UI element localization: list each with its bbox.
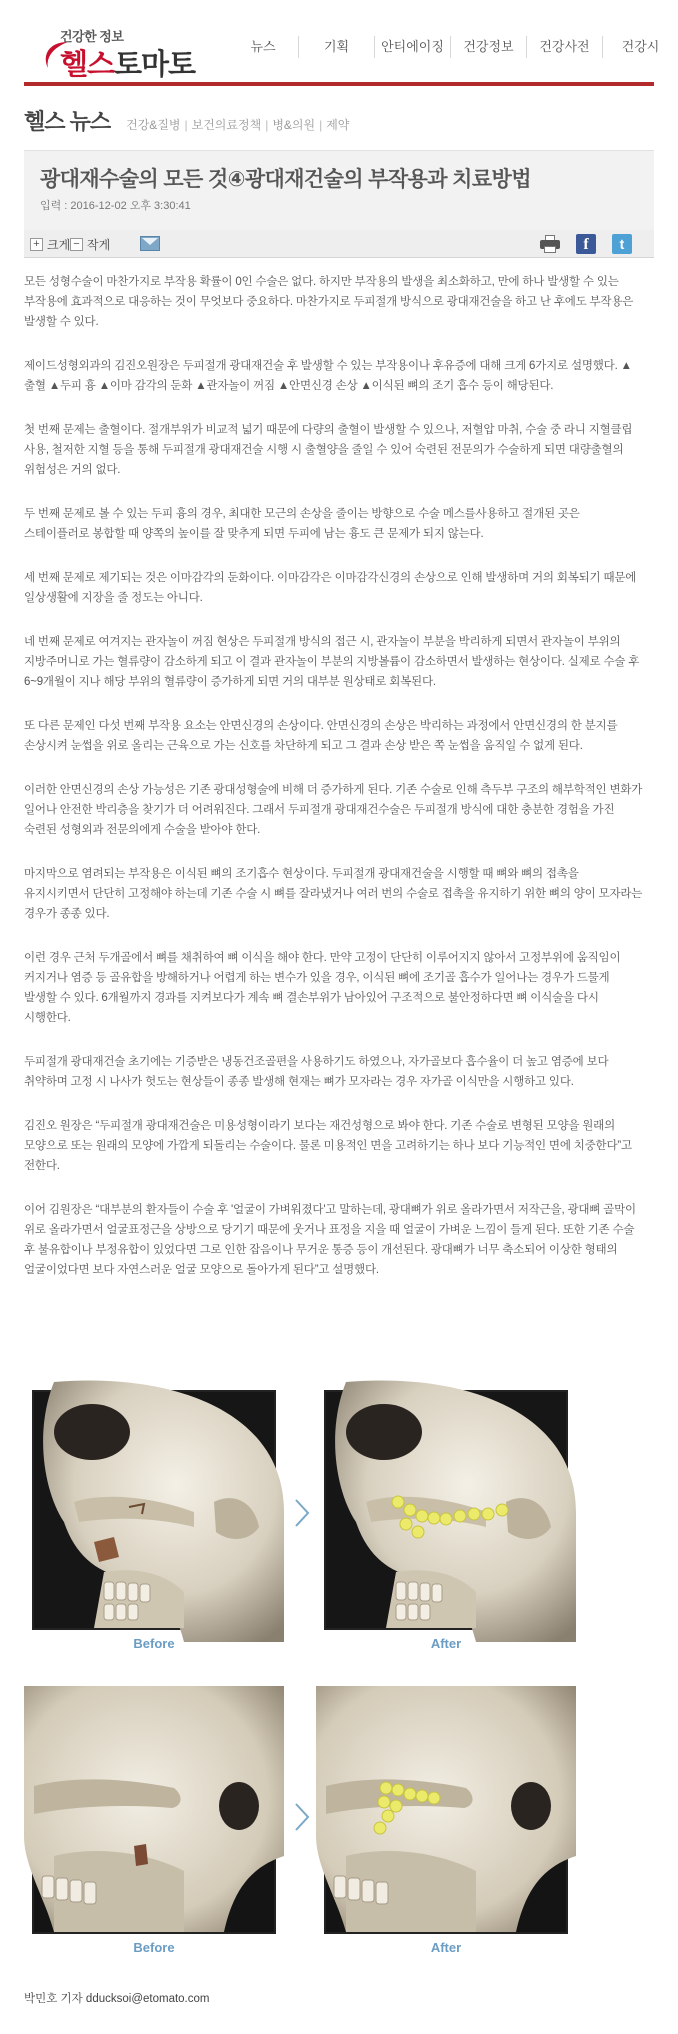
before-after-figure-1	[24, 1390, 584, 1660]
skull-ct-before-image	[32, 1390, 276, 1630]
article-paragraph: 제이드성형외과의 김진오원장은 두피절개 광대재건술 후 발생할 수 있는 부작용이나 후유증에 대해 크게 6가지로 설명했다. ▲출혈 ▲두피 흉 ▲이마 감각의 둔화 ▲관자놀이 꺼짐 ▲안면신경 손상 ▲이식된 뼈의 조기 흡수 등이 해당된다.	[24, 360, 632, 392]
article-paragraph: 세 번째 문제로 제기되는 것은 이마감각의 둔화이다. 이마감각은 이마감각신경의 손상으로 인해 발생하며 거의 회복되기 때문에 일상생활에 지장을 줄 정도는 아니다.	[24, 572, 637, 604]
category-hospitals[interactable]: 병&의원	[272, 118, 316, 132]
article-paragraph: 두피절개 광대재건술 초기에는 기증받은 냉동건조골편을 사용하기도 하였으나, 자가골보다 흡수율이 더 높고 염증에 보다 취약하며 고정 시 나사가 헛도는 현상들이 종종 발생해 현재는 뼈가 모자라는 경우 자가골 이식만을 시행하고 있다.	[24, 1056, 609, 1088]
print-icon[interactable]	[540, 235, 560, 253]
category-pharma[interactable]: 제약	[326, 118, 350, 132]
article-paragraph: 김진오 원장은 “두피절개 광대재건술은 미용성형이라기 보다는 재건성형으로 봐야 한다. 기존 수술로 변형된 모양을 원래의 모양으로 또는 원래의 모양에 가깝게 되돌리는 수술이다. 물론 미용적인 면을 고려하기는 하나 보다 기능적인 면에 치중한다”고 전한다.	[24, 1120, 632, 1172]
article-paragraph: 마지막으로 염려되는 부작용은 이식된 뼈의 조기흡수 현상이다. 두피절개 광대재건술을 시행할 때 뼈와 뼈의 접촉을 유지시키면서 단단히 고정해야 하는데 기존 수술 시 뼈를 잘라냈거나 여러 번의 수술로 접촉을 유지하기 위한 뼈의 양이 모자라는 경우가 종종 있다.	[24, 868, 643, 920]
skull-ct-lateral-after-image	[324, 1694, 568, 1934]
nav-item-feature[interactable]: 기획	[298, 36, 374, 58]
font-bigger-button[interactable]	[30, 236, 70, 253]
section-header	[24, 106, 349, 136]
category-health-disease[interactable]: 건강&질병	[126, 118, 181, 132]
chevron-right-icon	[292, 1498, 312, 1528]
category-separator: |	[319, 118, 323, 132]
font-smaller-button[interactable]	[70, 236, 110, 253]
plus-icon: +	[30, 238, 43, 251]
article-paragraph: 이어 김원장은 “대부분의 환자들이 수술 후 '얼굴이 가벼워졌다'고 말하는데, 광대뼈가 위로 올라가면서 저작근을, 광대뼈 골막이 위로 올라가면서 얼굴표정근을 상방으로 당기기 때문에 웃거나 표정을 지을 때 얼굴이 가벼운 느낌이 들게 된다. 또한 기존 수술 후 불유합이나 부정유합이 있었다면 그로 인한 잡음이나 무거운 통증 등이 개선된다. 광대뼈가 너무 축소되어 이상한 형태의 얼굴이었다면 보다 자연스러운 얼굴 모양으로 돌아가게 된다”고 설명했다.	[24, 1204, 636, 1276]
before-caption: Before	[133, 1940, 175, 1955]
before-caption: Before	[133, 1636, 175, 1651]
section-categories	[126, 116, 349, 136]
minus-icon: −	[70, 238, 83, 251]
facebook-icon[interactable]: f	[576, 234, 596, 254]
article-body	[24, 272, 644, 1304]
skull-ct-lateral-before-image	[32, 1694, 276, 1934]
article-paragraph: 네 번째 문제로 여겨지는 관자놀이 꺼짐 현상은 두피절개 방식의 접근 시, 관자놀이 부분을 박리하게 되면서 관자놀이 부위의 지방주머니로 가는 혈류량이 감소하게 되고 이 결과 관자놀이 부분의 지방볼륨이 감소하면서 발생하는 현상이다. 실제로 수술 후 6~9개월이 지나 해당 부위의 혈류량이 증가하게 되면 거의 대부분 원상태로 회복된다.	[24, 636, 640, 688]
article-paragraph: 이런 경우 근처 두개골에서 뼈를 채취하여 뼈 이식을 해야 한다. 만약 고정이 단단히 이루어지지 않아서 고정부위에 움직임이 커지거나 염증 등 골유합을 방해하거나 어렵게 하는 변수가 있을 경우, 이식된 뼈에 조기골 흡수가 일어나는 경우가 드물게 발생할 수 있다. 6개월까지 경과를 지켜보다가 계속 뼈 결손부위가 남아있어 구조적으로 불안정하다면 뼈 이식술을 다시 시행한다.	[24, 952, 621, 1024]
article-paragraph: 두 번째 문제로 볼 수 있는 두피 흉의 경우, 최대한 모근의 손상을 줄이는 방향으로 수술 메스를사용하고 절개된 곳은 스테이플러로 봉합할 때 양쪽의 높이를 잘 맞추게 되면 두피에 남는 흉도 큰 문제가 되지 않는다.	[24, 508, 580, 540]
article-date: 입력 : 2016-12-02 오후 3:30:41	[40, 200, 191, 212]
section-title: 헬스 뉴스	[24, 109, 111, 134]
article-byline: 박민호 기자 dducksoi@etomato.com	[24, 1993, 210, 2005]
site-logo[interactable]	[38, 22, 208, 81]
article-header	[24, 150, 654, 230]
article-title: 광대재수술의 모든 것④광대재건술의 부작용과 치료방법	[40, 168, 531, 191]
email-icon[interactable]	[140, 236, 160, 251]
before-after-figure-2	[24, 1694, 584, 1964]
site-header	[0, 0, 660, 88]
article-paragraph: 모든 성형수술이 마찬가지로 부작용 확률이 0인 수술은 없다. 하지만 부작용의 발생을 최소화하고, 만에 하나 발생할 수 있는 부작용에 효과적으로 대응하는 것이 무엇보다 중요하다. 마찬가지로 두피절개 방식으로 광대재건술을 하고 난 후에도 부작용은 발생할 수 있다.	[24, 276, 634, 328]
article-paragraph: 또 다른 문제인 다섯 번째 부작용 요소는 안면신경의 손상이다. 안면신경의 손상은 박리하는 과정에서 안면신경의 한 분지를 손상시켜 눈썹을 위로 올리는 근육으로 가는 신호를 차단하게 되고 그 결과 손상 받은 쪽 눈썹을 움직일 수 없게 된다.	[24, 720, 618, 752]
nav-item-health-dictionary[interactable]: 건강사전	[526, 36, 602, 58]
after-caption: After	[430, 1636, 462, 1651]
category-separator: |	[184, 118, 188, 132]
article-paragraph: 이러한 안면신경의 손상 가능성은 기존 광대성형술에 비해 더 증가하게 된다. 기존 수술로 인해 측두부 구조의 해부학적인 변화가 일어나 안전한 박리층을 찾기가 더 어려워진다. 그래서 두피절개 광대재건수술은 두피절개 방식에 대한 충분한 경험을 가진 숙련된 성형외과 전문의에게 수술을 받아야 한다.	[24, 784, 643, 836]
main-nav	[228, 36, 678, 66]
nav-item-health-more[interactable]: 건강시	[602, 36, 678, 58]
nav-item-antiaging[interactable]: 안티에이징	[374, 36, 450, 58]
chevron-right-icon	[292, 1802, 312, 1832]
font-bigger-label: 크게	[47, 238, 71, 252]
nav-item-health-info[interactable]: 건강정보	[450, 36, 526, 58]
article-paragraph: 첫 번째 문제는 출혈이다. 절개부위가 비교적 넓기 때문에 다량의 출혈이 발생할 수 있으나, 저혈압 마취, 수술 중 라니 지혈클립 사용, 철저한 지혈 등을 통해 두피절개 광대재건술 시행 시 출혈양을 줄일 수 있어 숙련된 전문의가 수술하게 되면 대량출혈의 위험성은 거의 없다.	[24, 424, 633, 476]
twitter-icon[interactable]: t	[612, 234, 632, 254]
article-toolbar	[24, 230, 654, 258]
category-separator: |	[265, 118, 269, 132]
font-smaller-label: 작게	[87, 238, 111, 252]
after-caption: After	[430, 1940, 462, 1955]
logo-title: 헬스토마토	[60, 49, 196, 81]
logo-subtitle: 건강한 정보	[60, 29, 124, 44]
category-health-policy[interactable]: 보건의료정책	[191, 118, 262, 132]
nav-item-news[interactable]: 뉴스	[250, 39, 276, 54]
header-divider	[24, 82, 654, 86]
skull-ct-after-image	[324, 1390, 568, 1630]
